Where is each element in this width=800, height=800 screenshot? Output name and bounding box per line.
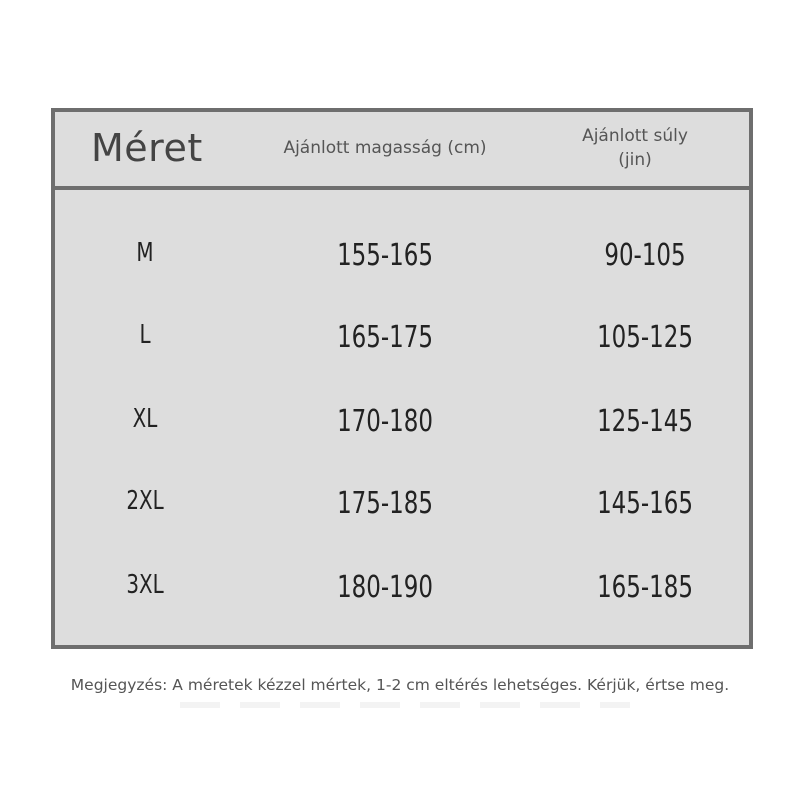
size-cell: 2XL [126, 486, 164, 516]
weight-cell: 165-185 [597, 570, 693, 605]
weight-cell: 105-125 [597, 320, 693, 355]
table-header [55, 112, 749, 190]
weight-cell: 125-145 [597, 404, 693, 439]
header-height: Ajánlott magasság (cm) [283, 138, 487, 158]
measurement-note: Megjegyzés: A méretek kézzel mértek, 1-2 cm eltérés lehetséges. Kérjük, értse meg. [70, 676, 730, 694]
height-cell: 165-175 [337, 320, 433, 355]
size-cell: XL [132, 404, 158, 434]
header-weight-line1: Ajánlott súly [582, 126, 688, 146]
height-cell: 180-190 [337, 570, 433, 605]
weight-cell: 145-165 [597, 486, 693, 521]
height-cell: 170-180 [337, 404, 433, 439]
table-row [55, 570, 749, 610]
faint-decorative-line [180, 702, 630, 708]
table-row [55, 320, 749, 360]
size-cell: L [139, 320, 151, 350]
table-row [55, 486, 749, 526]
table-row [55, 238, 749, 278]
size-chart-table [51, 108, 753, 649]
table-row [55, 404, 749, 444]
size-cell: M [136, 238, 154, 268]
weight-cell: 90-105 [604, 238, 686, 273]
header-weight-line2: (jin) [618, 150, 652, 170]
height-cell: 155-165 [337, 238, 433, 273]
header-weight [547, 124, 723, 172]
header-size: Méret [91, 126, 203, 170]
size-cell: 3XL [126, 570, 164, 600]
height-cell: 175-185 [337, 486, 433, 521]
